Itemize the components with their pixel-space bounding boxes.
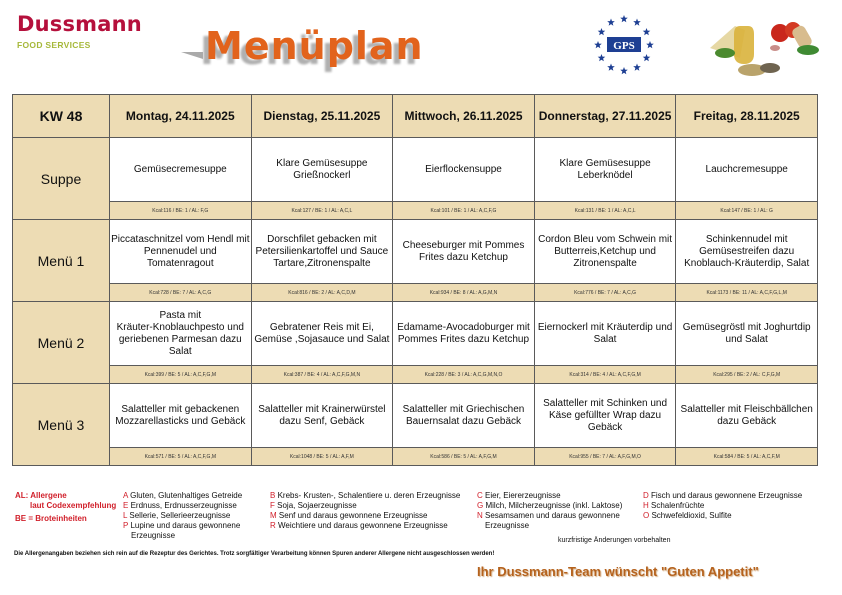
logo-decoration bbox=[181, 52, 203, 59]
allergen-text: Sellerie, Sellerieerzeugnisse bbox=[129, 511, 231, 520]
allergen-code: L bbox=[123, 511, 128, 520]
meal-cell: Salatteller mit Fleischbällchen dazu Gebäck bbox=[676, 384, 818, 448]
nutrition-info: Kcal:228 / BE: 3 / AL: A,C,G,M,N,O bbox=[393, 366, 535, 384]
allergen-text: Eier, Eiererzeugnisse bbox=[485, 491, 561, 500]
nutrition-info: Kcal:1173 / BE: 11 / AL: A,C,F,G,L,M bbox=[676, 284, 818, 302]
allergen-text: Weichtiere und daraus gewonnene Erzeugnisse bbox=[278, 521, 448, 530]
gps-label: GPS bbox=[613, 40, 635, 52]
allergen-code: M bbox=[270, 511, 277, 520]
allergen-legend-item bbox=[123, 521, 242, 531]
row-label: Menü 1 bbox=[13, 220, 110, 302]
allergen-code: B bbox=[270, 491, 276, 500]
allergen-legend-item bbox=[123, 511, 242, 521]
allergen-text: Gluten, Glutenhaltiges Getreide bbox=[130, 491, 243, 500]
nutrition-info: Kcal:295 / BE: 2 / AL: C,F,G,M bbox=[676, 366, 818, 384]
allergen-disclaimer: Die Allergenangaben beziehen sich rein auf die Rezeptur des Gerichtes. Trotz sorgfältiger Verarbeitung können Spuren anderer Allergene nicht ausgeschlossen werden! bbox=[14, 551, 495, 557]
meal-cell: Salatteller mit gebackenen Mozzarellasticks und Gebäck bbox=[110, 384, 252, 448]
star-icon bbox=[607, 18, 615, 25]
info-row bbox=[13, 448, 818, 466]
nutrition-info: Kcal:816 / BE: 2 / AL: A,C,D,M bbox=[251, 284, 393, 302]
allergen-legend-column bbox=[270, 491, 460, 531]
meal-cell: Edamame-Avocadoburger mit Pommes Frites dazu Ketchup bbox=[393, 302, 535, 366]
nutrition-info: Kcal:399 / BE: 5 / AL: A,C,F,G,M bbox=[110, 366, 252, 384]
nutrition-info: Kcal:116 / BE: 1 / AL: F,G bbox=[110, 202, 252, 220]
meal-cell: Cordon Bleu vom Schwein mit Butterreis,Ketchup und Zitronenspalte bbox=[534, 220, 676, 284]
allergen-text: Fisch und daraus gewonnene Erzeugnisse bbox=[651, 491, 803, 500]
gps-logo-icon bbox=[592, 10, 656, 80]
allergen-legend-item bbox=[643, 491, 802, 501]
nutrition-info: Kcal:584 / BE: 5 / AL: A,C,F,M bbox=[676, 448, 818, 466]
nutrition-info: Kcal:147 / BE: 1 / AL: G bbox=[676, 202, 818, 220]
allergen-text: Erzeugnisse bbox=[131, 531, 176, 540]
allergen-code: A bbox=[123, 491, 128, 500]
greeting: Ihr Dussmann-Team wünscht "Guten Appetit" bbox=[477, 564, 759, 579]
meal-cell: Gemüsegröstl mit Joghurtdip und Salat bbox=[676, 302, 818, 366]
legend-titles bbox=[15, 491, 116, 524]
be-title: BE = Broteinheiten bbox=[15, 514, 87, 523]
allergen-code: R bbox=[270, 521, 276, 530]
page-title: Menüplan bbox=[205, 24, 424, 68]
allergen-text: Senf und daraus gewonnene Erzeugnisse bbox=[278, 511, 428, 520]
meal-cell: Gemüsecremesuppe bbox=[110, 138, 252, 202]
meal-cell: Salatteller mit Schinken und Käse gefüllter Wrap dazu Gebäck bbox=[534, 384, 676, 448]
meal-cell: Salatteller mit Griechischen Bauernsalat dazu Gebäck bbox=[393, 384, 535, 448]
day-header: Freitag, 28.11.2025 bbox=[676, 95, 818, 138]
day-header: Dienstag, 25.11.2025 bbox=[251, 95, 393, 138]
allergen-legend-column bbox=[477, 491, 622, 531]
food-ingredients-image bbox=[690, 8, 825, 86]
meal-cell: Pasta mit Kräuter-Knoblauchpesto und geriebenen Parmesan dazu Salat bbox=[110, 302, 252, 366]
allergen-legend-item bbox=[123, 491, 242, 501]
allergen-text-continued bbox=[477, 521, 622, 531]
allergen-legend-item bbox=[270, 501, 460, 511]
star-icon bbox=[594, 41, 602, 48]
allergen-code: P bbox=[123, 521, 129, 530]
nutrition-info: Kcal:955 / BE: 7 / AL: A,F,G,M,O bbox=[534, 448, 676, 466]
allergen-text: Lupine und daraus gewonnene bbox=[130, 521, 241, 530]
meal-cell: Piccataschnitzel vom Hendl mit Pennenudel und Tomatenragout bbox=[110, 220, 252, 284]
meal-cell: Dorschfilet gebacken mit Petersilienkartoffel und Sauce Tartare,Zitronenspalte bbox=[251, 220, 393, 284]
allergen-text: Milch, Milcherzeugnisse (inkl. Laktose) bbox=[485, 501, 623, 510]
meal-cell: Salatteller mit Krainerwürstel dazu Senf, Gebäck bbox=[251, 384, 393, 448]
allergen-legend-item bbox=[477, 511, 622, 521]
star-icon bbox=[633, 18, 641, 25]
star-icon bbox=[598, 28, 606, 35]
star-icon bbox=[598, 54, 606, 61]
row-label: Suppe bbox=[13, 138, 110, 220]
info-row bbox=[13, 284, 818, 302]
star-icon bbox=[620, 67, 628, 74]
allergen-code: E bbox=[123, 501, 129, 510]
meal-cell: Gebratener Reis mit Ei, Gemüse ,Sojasauce und Salat bbox=[251, 302, 393, 366]
allergen-text: Krebs- Krusten-, Schalentiere u. deren Erzeugnisse bbox=[277, 491, 461, 500]
brand-subtitle: FOOD SERVICES bbox=[17, 40, 91, 50]
allergen-legend-item bbox=[477, 501, 622, 511]
meal-row bbox=[13, 220, 818, 284]
allergen-title: AL: Allergene bbox=[15, 491, 67, 500]
allergen-text: Schwefeldioxid, Sulfite bbox=[651, 511, 732, 520]
allergen-code: F bbox=[270, 501, 275, 510]
meal-cell: Cheeseburger mit Pommes Frites dazu Ketchup bbox=[393, 220, 535, 284]
nutrition-info: Kcal:101 / BE: 1 / AL: A,C,F,G bbox=[393, 202, 535, 220]
info-row bbox=[13, 202, 818, 220]
allergen-text: Erdnuss, Erdnusserzeugnisse bbox=[130, 501, 237, 510]
allergen-text: Soja, Sojaerzeugnisse bbox=[277, 501, 357, 510]
allergen-legend-column bbox=[643, 491, 802, 521]
nutrition-info: Kcal:776 / BE: 7 / AL: A,C,G bbox=[534, 284, 676, 302]
nutrition-info: Kcal:314 / BE: 4 / AL: A,C,F,G,M bbox=[534, 366, 676, 384]
brand-name: Dussmann bbox=[17, 12, 142, 36]
allergen-code: N bbox=[477, 511, 483, 520]
star-icon bbox=[646, 41, 654, 48]
week-label: KW 48 bbox=[13, 95, 110, 138]
meal-cell: Eiernockerl mit Kräuterdip und Salat bbox=[534, 302, 676, 366]
table-header-row bbox=[13, 95, 818, 138]
allergen-legend-item bbox=[643, 501, 802, 511]
allergen-legend-item bbox=[477, 491, 622, 501]
nutrition-info: Kcal:728 / BE: 7 / AL: A,C,G bbox=[110, 284, 252, 302]
allergen-legend-item bbox=[270, 511, 460, 521]
row-label: Menü 2 bbox=[13, 302, 110, 384]
star-icon bbox=[620, 15, 628, 22]
allergen-legend-item bbox=[270, 521, 460, 531]
meal-row bbox=[13, 302, 818, 366]
star-icon bbox=[643, 28, 651, 35]
meal-cell: Eierflockensuppe bbox=[393, 138, 535, 202]
allergen-legend-item bbox=[270, 491, 460, 501]
menu-table bbox=[12, 94, 818, 466]
allergen-text: Erzeugnisse bbox=[485, 521, 530, 530]
meal-row bbox=[13, 138, 818, 202]
allergen-code: O bbox=[643, 511, 650, 520]
nutrition-info: Kcal:387 / BE: 4 / AL: A,C,F,G,M,N bbox=[251, 366, 393, 384]
allergen-text-continued bbox=[123, 531, 242, 541]
meal-cell: Lauchcremesuppe bbox=[676, 138, 818, 202]
nutrition-info: Kcal:1048 / BE: 5 / AL: A,F,M bbox=[251, 448, 393, 466]
dussmann-logo bbox=[17, 12, 142, 50]
meal-cell: Klare Gemüsesuppe Grießnockerl bbox=[251, 138, 393, 202]
allergen-code: D bbox=[643, 491, 649, 500]
allergen-text: Schalenfrüchte bbox=[651, 501, 705, 510]
star-icon bbox=[643, 54, 651, 61]
day-header: Montag, 24.11.2025 bbox=[110, 95, 252, 138]
row-label: Menü 3 bbox=[13, 384, 110, 466]
nutrition-info: Kcal:586 / BE: 5 / AL: A,F,G,M bbox=[393, 448, 535, 466]
day-header: Donnerstag, 27.11.2025 bbox=[534, 95, 676, 138]
allergen-text: Sesamsamen und daraus gewonnene bbox=[485, 511, 620, 520]
meal-cell: Klare Gemüsesuppe Leberknödel bbox=[534, 138, 676, 202]
nutrition-info: Kcal:131 / BE: 1 / AL: A,C,L bbox=[534, 202, 676, 220]
star-icon bbox=[607, 64, 615, 71]
allergen-legend-item bbox=[123, 501, 242, 511]
meal-row bbox=[13, 384, 818, 448]
allergen-legend-item bbox=[643, 511, 802, 521]
star-icon bbox=[633, 64, 641, 71]
allergen-subtitle: laut Codexempfehlung bbox=[30, 501, 117, 510]
meal-cell: Schinkennudel mit Gemüsestreifen dazu Knoblauch-Kräuterdip, Salat bbox=[676, 220, 818, 284]
changes-note: kurzfristige Änderungen vorbehalten bbox=[558, 537, 671, 544]
day-header: Mittwoch, 26.11.2025 bbox=[393, 95, 535, 138]
allergen-code: H bbox=[643, 501, 649, 510]
allergen-legend-column bbox=[123, 491, 242, 541]
nutrition-info: Kcal:934 / BE: 8 / AL: A,G,M,N bbox=[393, 284, 535, 302]
allergen-code: C bbox=[477, 491, 483, 500]
nutrition-info: Kcal:127 / BE: 1 / AL: A,C,L bbox=[251, 202, 393, 220]
info-row bbox=[13, 366, 818, 384]
nutrition-info: Kcal:571 / BE: 5 / AL: A,C,F,G,M bbox=[110, 448, 252, 466]
allergen-code: G bbox=[477, 501, 484, 510]
